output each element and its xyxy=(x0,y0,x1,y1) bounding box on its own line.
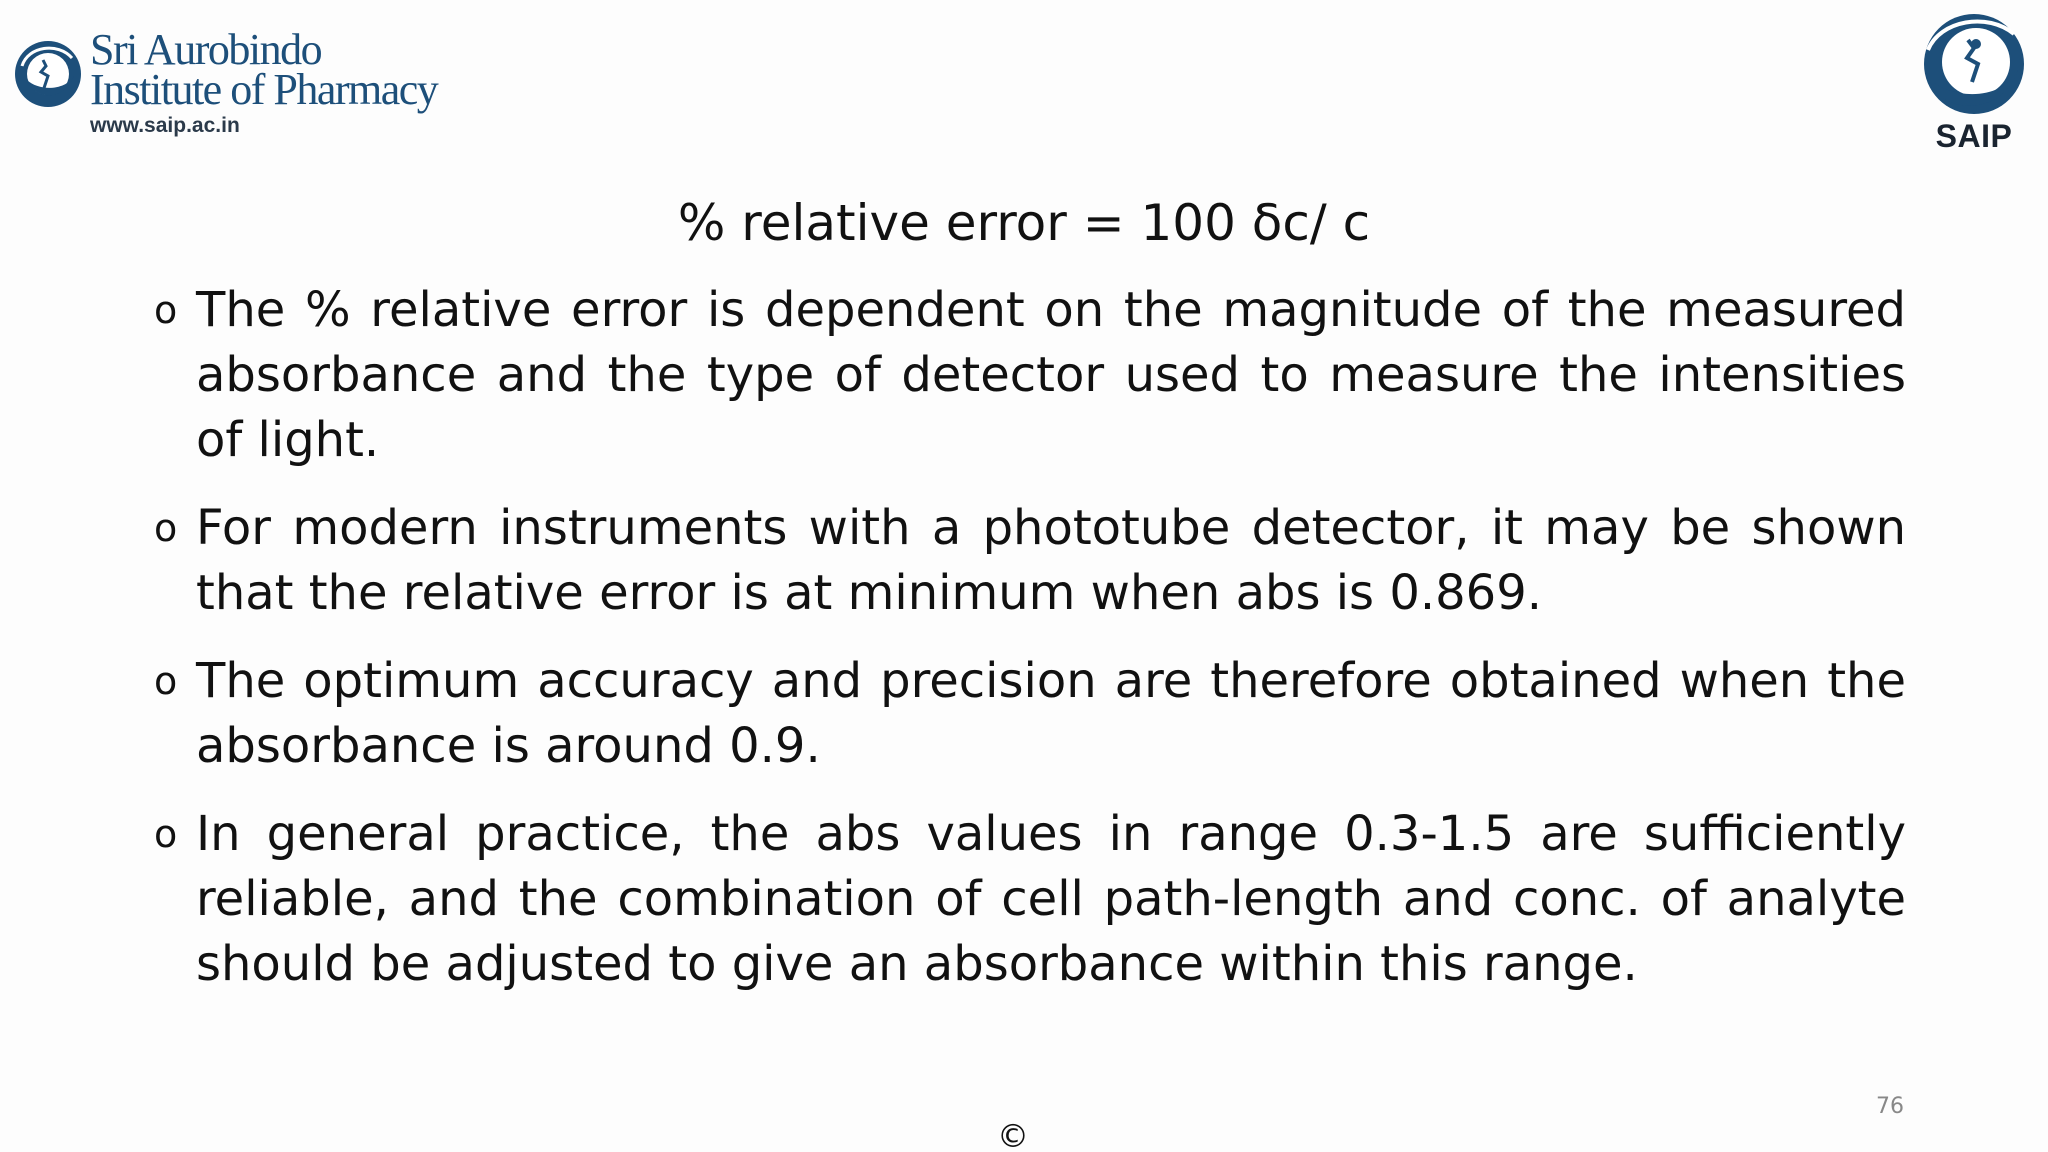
institute-name-line1: Sri Aurobindo xyxy=(90,25,322,74)
bullet-text: The optimum accuracy and precision are therefore obtained when the absorbance is around 0.9. xyxy=(196,653,1906,774)
institute-logo xyxy=(10,26,490,146)
saip-emblem-icon xyxy=(1918,10,2030,122)
saip-logo-text: SAIP xyxy=(1935,118,2013,154)
saip-logo xyxy=(1914,10,2034,160)
bullet-list xyxy=(154,278,1906,1020)
copyright-symbol: © xyxy=(997,1117,1029,1152)
bullet-text: For modern instruments with a phototube detector, it may be shown that the relative error is at minimum when abs is 0.869. xyxy=(196,500,1906,621)
list-item xyxy=(154,802,1906,997)
bullet-marker: o xyxy=(154,659,178,703)
list-item xyxy=(154,496,1906,626)
institute-emblem-icon xyxy=(10,36,86,112)
bullet-text: The % relative error is dependent on the magnitude of the measured absorbance and the type of detector used to measure the intensities of light. xyxy=(196,282,1906,468)
list-item xyxy=(154,278,1906,473)
institute-name-line2: Institute of Pharmacy xyxy=(90,65,438,114)
bullet-marker: o xyxy=(154,288,178,332)
relative-error-formula: % relative error = 100 δc/ c xyxy=(677,194,1371,252)
bullet-marker: o xyxy=(154,812,178,856)
bullet-text: In general practice, the abs values in range 0.3-1.5 are sufficiently reliable, and the combination of cell path-length and conc. of analyte should be adjusted to give an absorbance within this range. xyxy=(196,806,1906,992)
list-item xyxy=(154,649,1906,779)
bullet-marker: o xyxy=(154,506,178,550)
page-number: 76 xyxy=(1876,1094,1904,1119)
website-link[interactable]: www.saip.ac.in xyxy=(90,114,240,137)
